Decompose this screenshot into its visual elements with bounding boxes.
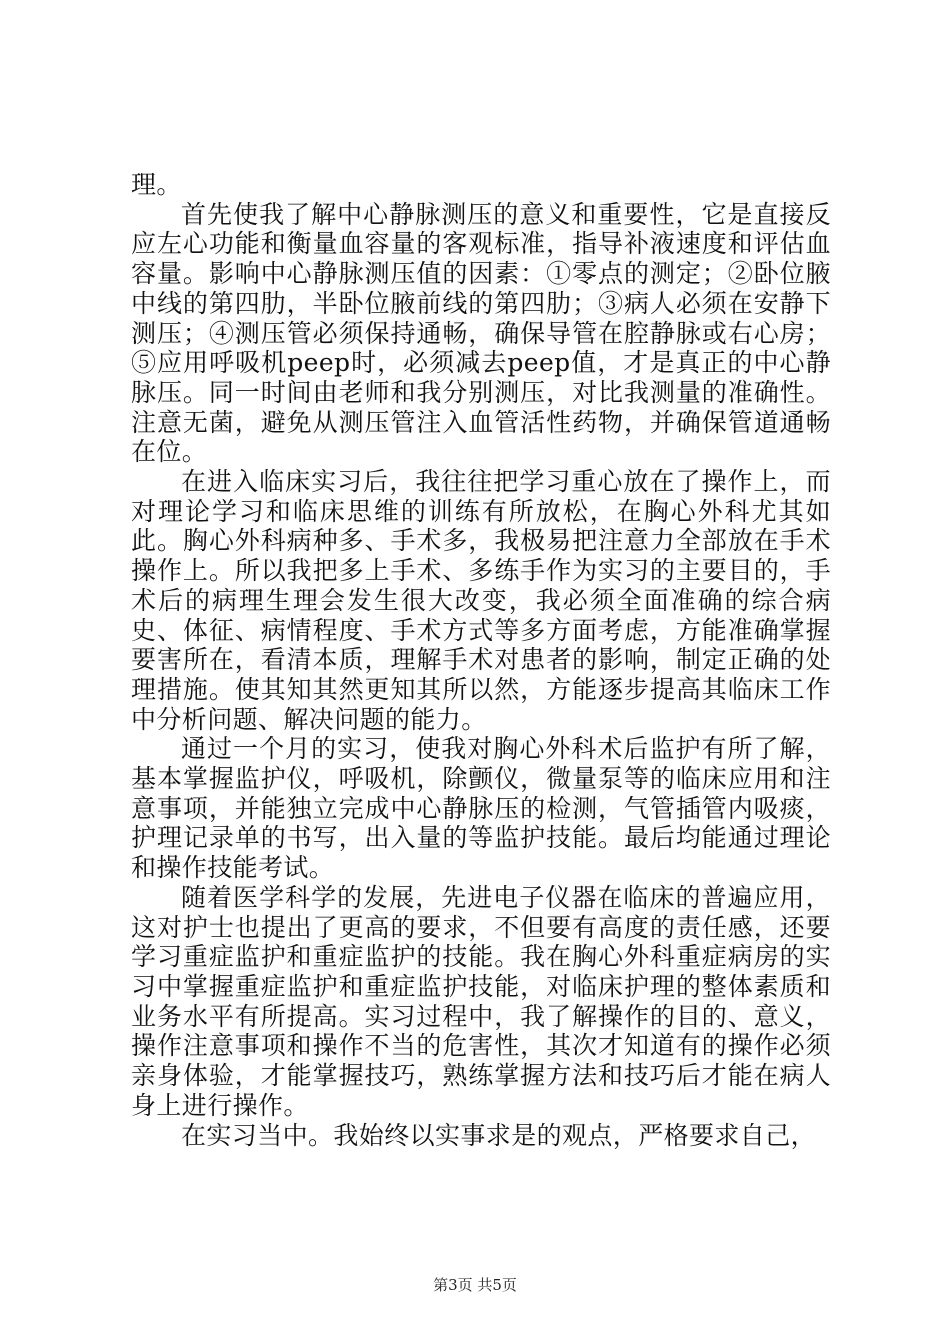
- paragraph-monitoring-skills: 通过一个月的实习，使我对胸心外科术后监护有所了解，基本掌握监护仪，呼吸机，除颤仪，微量泵等的临床应用和注意事项，并能独立完成中心静脉压的检测，气管插管内吸痰，护理记录单的书写，出入量的等监护技能。最后均能通过理论和操作技能考试。: [131, 734, 831, 883]
- paragraph-icu-nursing: 随着医学科学的发展，先进电子仪器在临床的普遍应用，这对护士也提出了更高的要求，不但要有高度的责任感，还要学习重症监护和重症监护的技能。我在胸心外科重症病房的实习中掌握重症监护和重症监护技能，对临床护理的整体素质和业务水平有所提高。实习过程中，我了解操作的目的、意义，操作注意事项和操作不当的危害性，其次才知道有的操作必须亲身体验，才能掌握技巧，熟练掌握方法和技巧后才能在病人身上进行操作。: [131, 882, 831, 1120]
- document-body: [131, 170, 831, 1150]
- paragraph-continuation: 理。: [131, 170, 182, 199]
- paragraph-central-venous-pressure: 首先使我了解中心静脉测压的意义和重要性，它是直接反应左心功能和衡量血容量的客观标准，指导补液速度和评估血容量。影响中心静脉测压值的因素：①零点的测定；②卧位腋中线的第四肋，半卧位腋前线的第四肋；③病人必须在安静下测压；④测压管必须保持通畅，确保导管在腔静脉或右心房；⑤应用呼吸机peep时，必须减去peep值，才是真正的中心静脉压。同一时间由老师和我分别测压，对比我测量的准确性。注意无菌，避免从测压管注入血管活性药物，并确保管道通畅在位。: [131, 199, 831, 467]
- paragraph-clinical-practice: 在进入临床实习后，我往往把学习重心放在了操作上，而对理论学习和临床思维的训练有所放松，在胸心外科尤其如此。胸心外科病种多、手术多，我极易把注意力全部放在手术操作上。所以我把多上手术、多练手作为实习的主要目的，手术后的病理生理会发生很大改变，我必须全面准确的综合病史、体征、病情程度、手术方式等多方面考虑，方能准确掌握要害所在，看清本质，理解手术对患者的影响，制定正确的处理措施。使其知其然更知其所以然，方能逐步提高其临床工作中分析问题、解决问题的能力。: [131, 467, 831, 734]
- page-number-footer: 第3页 共5页: [433, 1276, 517, 1294]
- paragraph-self-requirement: 在实习当中。我始终以实事求是的观点，严格要求自己，: [181, 1120, 817, 1150]
